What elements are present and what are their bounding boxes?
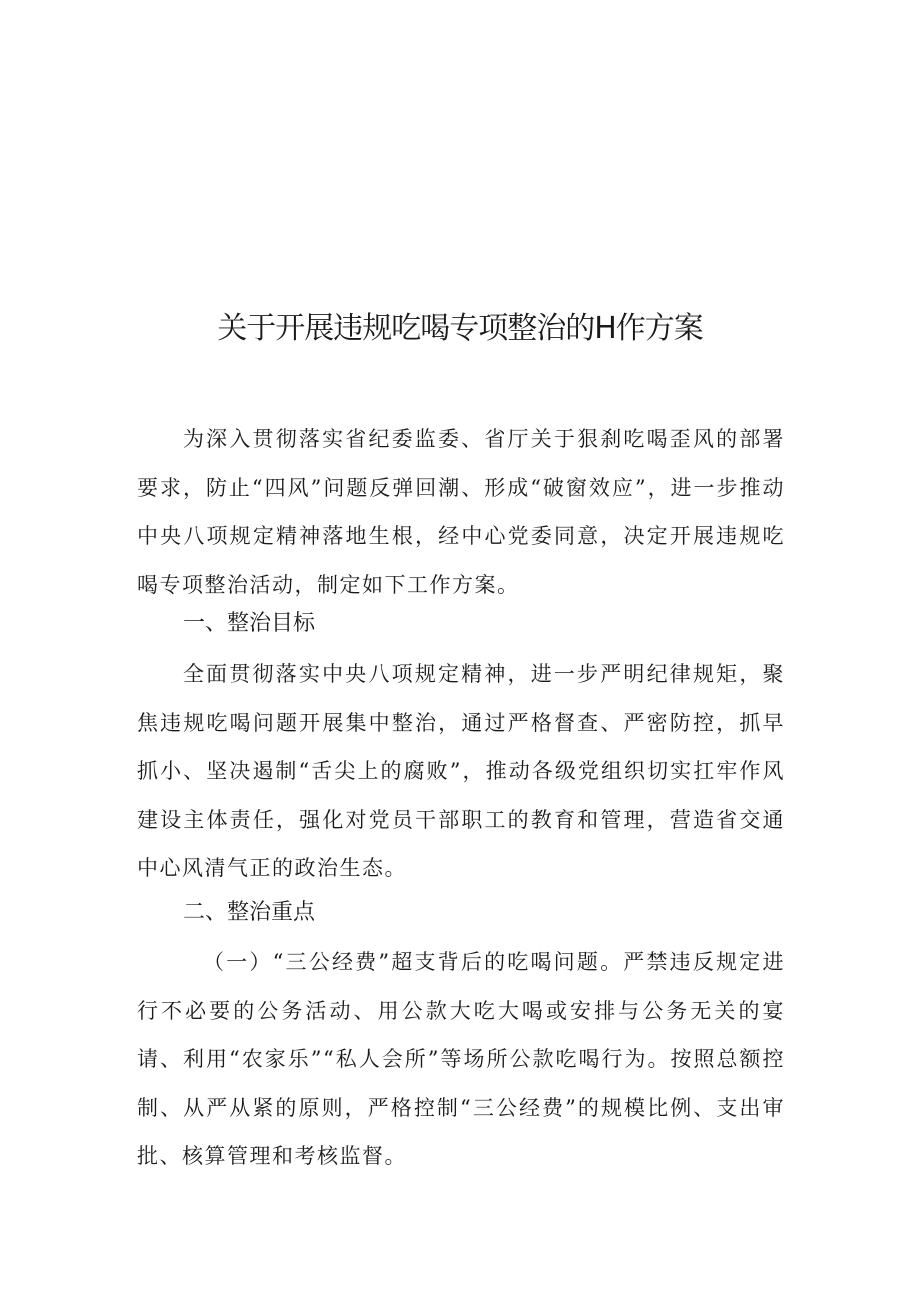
section-heading-goals: 一、整治目标 bbox=[183, 611, 316, 636]
section-heading-focus: 二、整治重点 bbox=[183, 900, 316, 925]
section-body-goals: 全面贯彻落实中央八项规定精神，进一步严明纪律规矩，聚焦违规吃喝问题开展集中整治，通过严格督查、严密防控，抓早抓小、坚决遏制“舌尖上的腐败”，推动各级党组织切实扛牢作风建设主体责任，强化对党员干部职工的教育和管理，营造省交通中心风清气正的政治生态。 bbox=[137, 662, 785, 880]
section-body-focus-item-1: （一）“三公经费”超支背后的吃喝问题。严禁违反规定进行不必要的公务活动、用公款大吃大喝或安排与公务无关的宴请、利用“农家乐”“私人会所”等场所公款吃喝行为。按照总额控制、从严从紧的原则，严格控制“三公经费”的规模比例、支出审批、核算管理和考核监督。 bbox=[137, 950, 785, 1168]
document-title: 关于开展违规吃喝专项整治的H作方案 bbox=[217, 311, 703, 346]
intro-paragraph: 为深入贯彻落实省纪委监委、省厅关于狠刹吃喝歪风的部署要求，防止“四风”问题反弹回潮、形成“破窗效应”，进一步推动中央八项规定精神落地生根，经中心党委同意，决定开展违规吃喝专项整治活动，制定如下工作方案。 bbox=[137, 427, 785, 597]
